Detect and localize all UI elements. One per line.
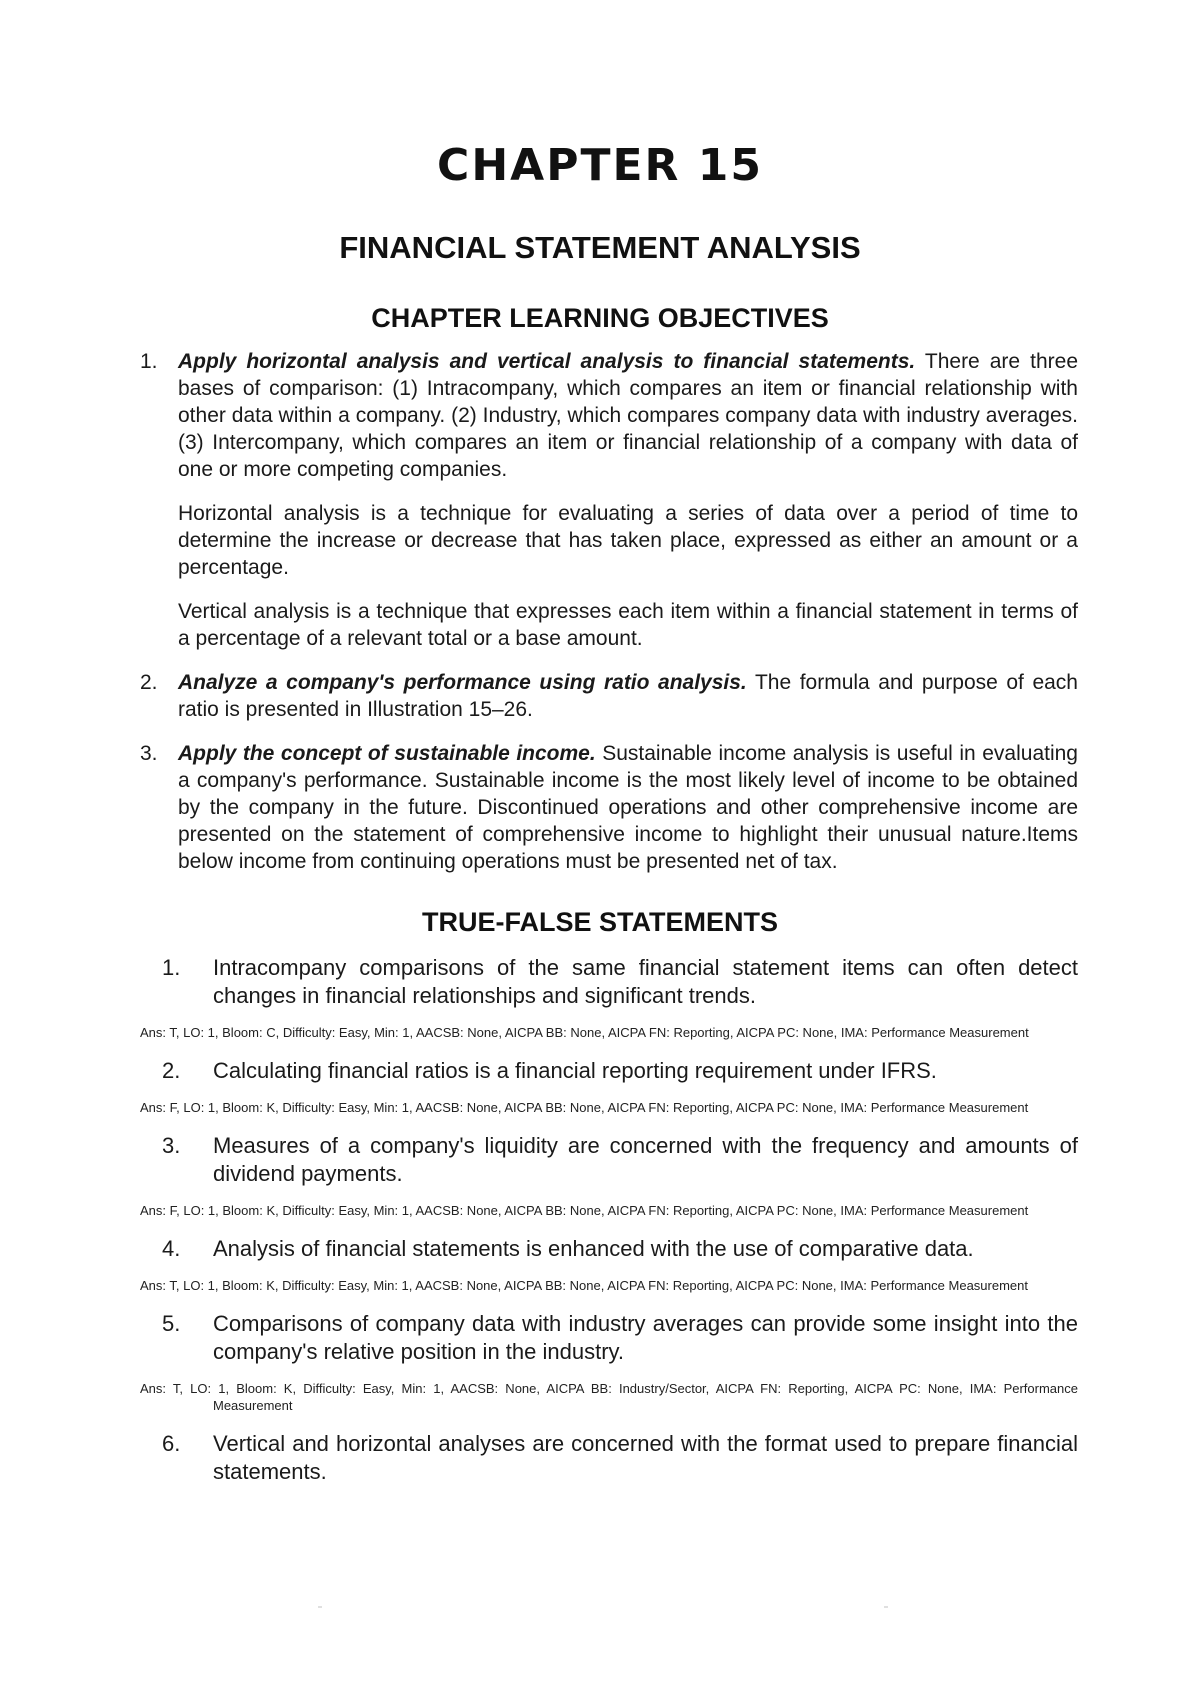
objective-lead: Analyze a company's performance using ratio analysis.	[178, 671, 747, 694]
objective-lead: Apply horizontal analysis and vertical analysis to financial statements.	[178, 350, 916, 373]
objective-extra-paragraph: Horizontal analysis is a technique for evaluating a series of data over a period of time to determine the increase or decrease that has taken place, expressed as either an amount or a percentage.	[178, 502, 1078, 579]
objective-item	[140, 348, 1078, 652]
true-false-question	[140, 954, 1078, 1010]
true-false-question	[140, 1430, 1078, 1486]
chapter-title: CHAPTER 15	[437, 140, 763, 191]
question-number: 4.	[162, 1236, 181, 1261]
scan-artifact	[884, 1606, 888, 1608]
true-false-question	[140, 1057, 1078, 1085]
objective-number: 3.	[140, 742, 158, 765]
objective-paragraph	[178, 348, 1078, 483]
question-text: Intracompany comparisons of the same financial statement items can often detect changes in financial relationships and significant trends.	[213, 955, 1078, 1008]
question-text: Comparisons of company data with industry averages can provide some insight into the company's relative position in the industry.	[213, 1311, 1078, 1364]
true-false-list	[140, 954, 1078, 1486]
objective-number: 2.	[140, 671, 158, 694]
answer-key: Ans: F, LO: 1, Bloom: K, Difficulty: Easy, Min: 1, AACSB: None, AICPA BB: None, AICPA FN: Reporting, AICPA PC: None, IMA: Performance Measurement	[140, 1203, 1029, 1218]
scan-artifact	[318, 1606, 322, 1608]
objective-paragraph	[178, 669, 1078, 723]
answer-key: Ans: F, LO: 1, Bloom: K, Difficulty: Easy, Min: 1, AACSB: None, AICPA BB: None, AICPA FN: Reporting, AICPA PC: None, IMA: Performance Measurement	[140, 1100, 1029, 1115]
question-number: 2.	[162, 1058, 181, 1083]
objective-item	[140, 669, 1078, 723]
question-number: 5.	[162, 1311, 181, 1336]
chapter-subtitle: FINANCIAL STATEMENT ANALYSIS	[339, 230, 861, 265]
objective-text: The formula and purpose of each ratio is presented in Illustration 15–26.	[178, 671, 1078, 721]
learning-objectives-heading: CHAPTER LEARNING OBJECTIVES	[371, 303, 829, 333]
objective-lead: Apply the concept of sustainable income.	[178, 742, 596, 765]
question-number: 1.	[162, 955, 181, 980]
question-number: 6.	[162, 1431, 181, 1456]
true-false-heading: TRUE-FALSE STATEMENTS	[422, 907, 778, 937]
question-text: Calculating financial ratios is a financial reporting requirement under IFRS.	[213, 1058, 937, 1083]
learning-objectives-list	[140, 348, 1078, 892]
objective-text: Sustainable income analysis is useful in evaluating a company's performance. Sustainable income is the most likely level of income to be obtained by the company in the future. Discontinued operations and other comprehensive income are presented on the statement of comprehensive income to highlight their unusual nature.Items below income from continuing operations must be presented net of tax.	[178, 742, 1078, 873]
true-false-question	[140, 1235, 1078, 1263]
answer-key: Ans: T, LO: 1, Bloom: K, Difficulty: Easy, Min: 1, AACSB: None, AICPA BB: None, AICPA FN: Reporting, AICPA PC: None, IMA: Performance Measurement	[140, 1278, 1028, 1293]
question-number: 3.	[162, 1133, 181, 1158]
answer-key: Ans: T, LO: 1, Bloom: C, Difficulty: Easy, Min: 1, AACSB: None, AICPA BB: None, AICPA FN: Reporting, AICPA PC: None, IMA: Performance Measurement	[140, 1025, 1029, 1040]
objective-text: There are three bases of comparison: (1) Intracompany, which compares an item or financial relationship with other data within a company. (2) Industry, which compares company data with industry averages. (3) Intercompany, which compares an item or financial relationship of a company with data of one or more competing companies.	[178, 350, 1078, 481]
objective-item	[140, 740, 1078, 875]
true-false-question	[140, 1132, 1078, 1188]
objective-paragraph	[178, 740, 1078, 875]
question-text: Analysis of financial statements is enhanced with the use of comparative data.	[213, 1236, 974, 1261]
objective-number: 1.	[140, 350, 158, 373]
objective-extra-paragraph: Vertical analysis is a technique that expresses each item within a financial statement in terms of a percentage of a relevant total or a base amount.	[178, 600, 1078, 650]
true-false-question	[140, 1310, 1078, 1366]
answer-key: Ans: T, LO: 1, Bloom: K, Difficulty: Easy, Min: 1, AACSB: None, AICPA BB: Industry/Sector, AICPA FN: Reporting, AICPA PC: None, IMA: Performance Measurement	[140, 1381, 1078, 1413]
question-text: Vertical and horizontal analyses are concerned with the format used to prepare financial statements.	[213, 1431, 1078, 1484]
question-text: Measures of a company's liquidity are concerned with the frequency and amounts of dividend payments.	[213, 1133, 1078, 1186]
